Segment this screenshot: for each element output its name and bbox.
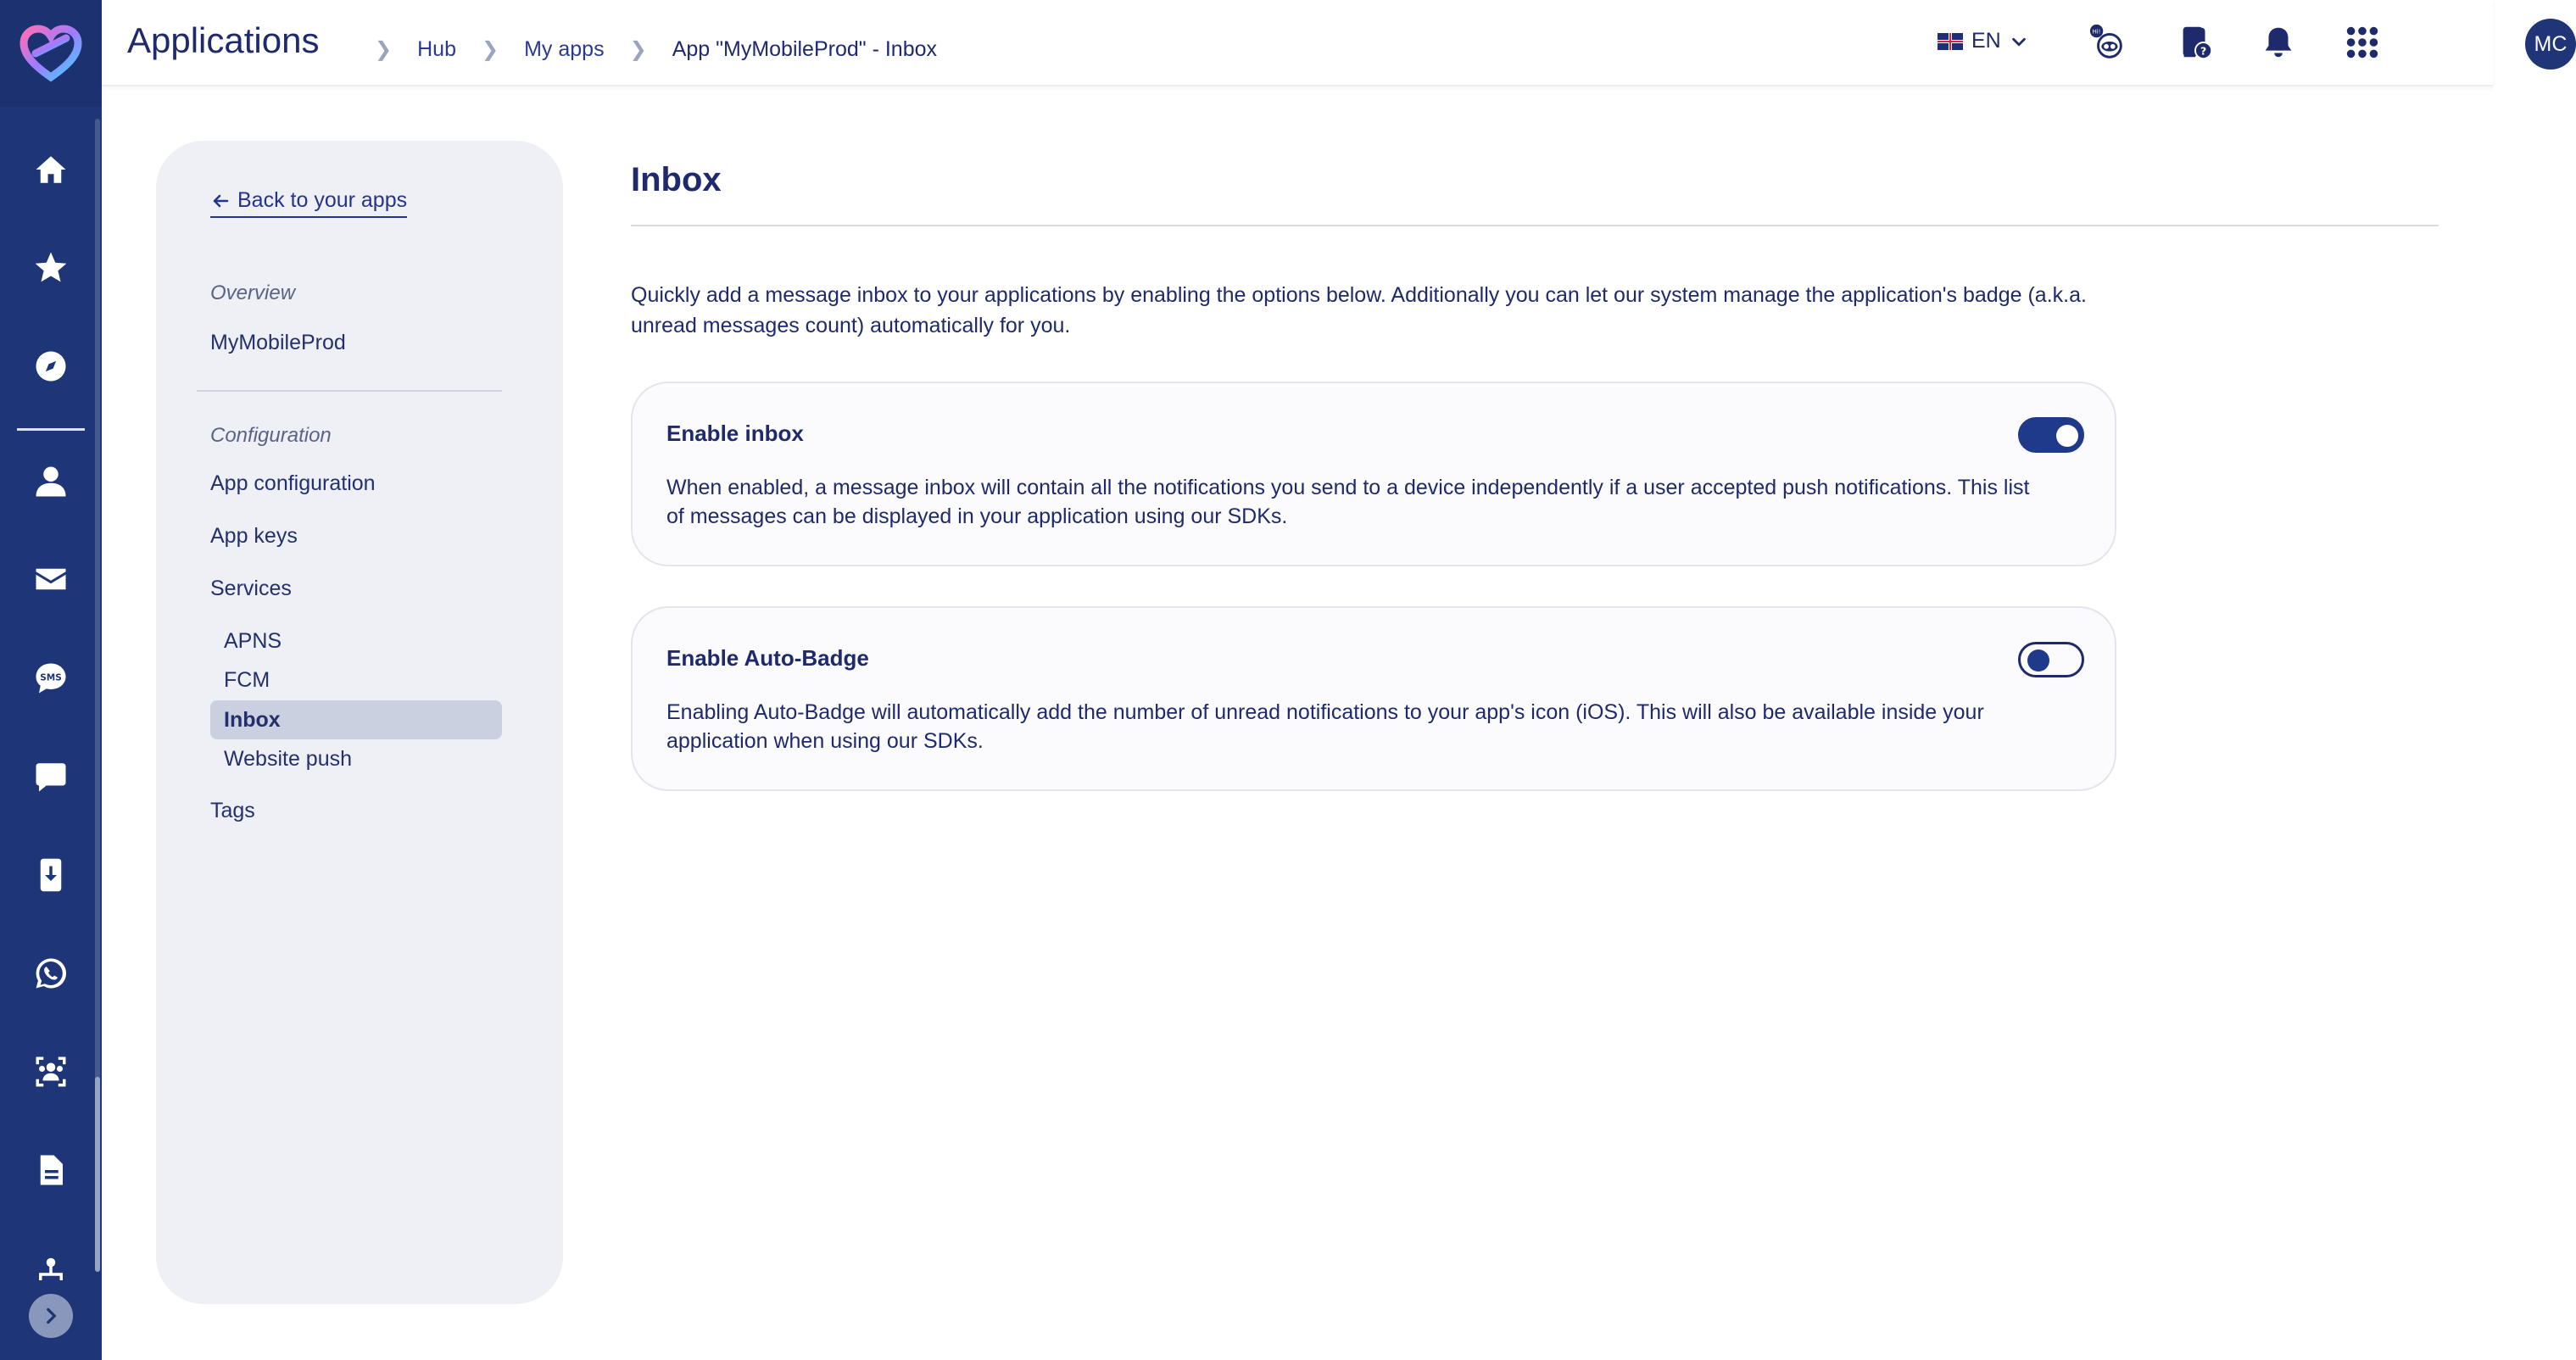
toggle-knob (2056, 425, 2078, 447)
enable-inbox-toggle[interactable] (2018, 417, 2084, 453)
enable-inbox-card (631, 382, 2116, 566)
whatsapp-icon[interactable] (0, 939, 102, 1007)
enable-auto-badge-title: Enable Auto-Badge (666, 645, 869, 671)
assistant-bot-icon[interactable] (2084, 19, 2132, 66)
hierarchy-icon[interactable] (0, 1245, 102, 1287)
uk-flag-icon (1938, 33, 1963, 50)
language-code: EN (1971, 29, 2001, 53)
sidebar-item-app-name[interactable]: MyMobileProd (210, 331, 346, 354)
enable-inbox-title: Enable inbox (666, 421, 804, 446)
help-document-icon[interactable] (2172, 19, 2219, 66)
back-label: Back to your apps (237, 188, 408, 212)
breadcrumb-my-apps[interactable]: My apps (524, 37, 605, 61)
sidebar-item-app-keys[interactable]: App keys (210, 524, 298, 548)
sidebar-divider (197, 390, 502, 392)
breadcrumb-hub[interactable]: Hub (417, 37, 456, 61)
toggle-knob (2027, 649, 2049, 672)
brand-logo[interactable] (0, 0, 102, 107)
sidebar-item-app-configuration[interactable]: App configuration (210, 471, 376, 495)
arrow-left-icon (210, 191, 231, 211)
sidebar-item-fcm[interactable]: FCM (224, 667, 270, 692)
hi-badge: Hi! (2092, 28, 2101, 36)
svg-text:SMS: SMS (40, 672, 62, 683)
chat-icon[interactable] (0, 743, 102, 811)
rail-scroll-thumb[interactable] (95, 1077, 100, 1272)
enable-auto-badge-card (631, 606, 2116, 791)
settings-side-panel (156, 141, 563, 1304)
sidebar-item-services[interactable]: Services (210, 577, 292, 600)
enable-inbox-description: When enabled, a message inbox will contain all the notifications you send to a device independently if a user accepted push notifications. This list of messages can be displayed in your application using our SDKs. (666, 476, 2030, 528)
left-navigation-rail (0, 0, 102, 1360)
sidebar-item-apns[interactable]: APNS (224, 628, 282, 653)
enable-auto-badge-toggle[interactable] (2018, 642, 2084, 677)
audience-icon[interactable] (0, 1038, 102, 1106)
breadcrumb-separator-icon: ❯ (481, 38, 499, 61)
star-icon[interactable] (0, 233, 102, 301)
notifications-bell-icon[interactable] (2255, 19, 2302, 66)
back-to-apps-link[interactable] (210, 188, 407, 218)
compass-icon[interactable] (0, 332, 102, 400)
heart-logo-icon (17, 20, 85, 87)
sidebar-item-inbox[interactable]: Inbox (210, 700, 502, 739)
breadcrumb-current: App "MyMobileProd" - Inbox (672, 37, 938, 61)
document-icon[interactable] (0, 1136, 102, 1204)
sidebar-item-website-push[interactable]: Website push (224, 746, 353, 771)
sidebar-item-tags[interactable]: Tags (210, 799, 255, 822)
breadcrumb-separator-icon: ❯ (375, 38, 393, 61)
intro-text: Quickly add a message inbox to your applications by enabling the options below. Additionally you can let our system manage the application's badge (a.k.a. unread messages count) automatically for you. (631, 283, 2087, 337)
chevron-right-icon (40, 1305, 62, 1327)
enable-auto-badge-description: Enabling Auto-Badge will automatically add the number of unread notifications to your app's icon (iOS). This will also be available inside your application when using our SDKs. (666, 700, 1984, 753)
expand-rail-button[interactable] (29, 1294, 73, 1338)
section-configuration-heading: Configuration (210, 424, 332, 447)
svg-text:?: ? (2200, 44, 2207, 58)
page-app-title: Applications (127, 20, 320, 60)
breadcrumb (375, 37, 937, 62)
app-grid-icon[interactable] (2339, 19, 2386, 66)
breadcrumb-separator-icon: ❯ (629, 38, 647, 61)
section-overview-heading: Overview (210, 281, 296, 304)
user-icon[interactable] (0, 448, 102, 516)
sms-icon[interactable] (0, 644, 102, 712)
mobile-download-icon[interactable] (0, 841, 102, 909)
mail-icon[interactable] (0, 545, 102, 613)
title-divider (631, 225, 2439, 226)
user-avatar[interactable]: MC (2525, 19, 2576, 70)
chevron-down-icon (2010, 32, 2028, 51)
top-bar (102, 0, 2568, 86)
rail-divider (17, 428, 85, 431)
home-icon[interactable] (0, 136, 102, 203)
page-title: Inbox (631, 161, 722, 198)
language-selector[interactable] (1938, 29, 2028, 53)
